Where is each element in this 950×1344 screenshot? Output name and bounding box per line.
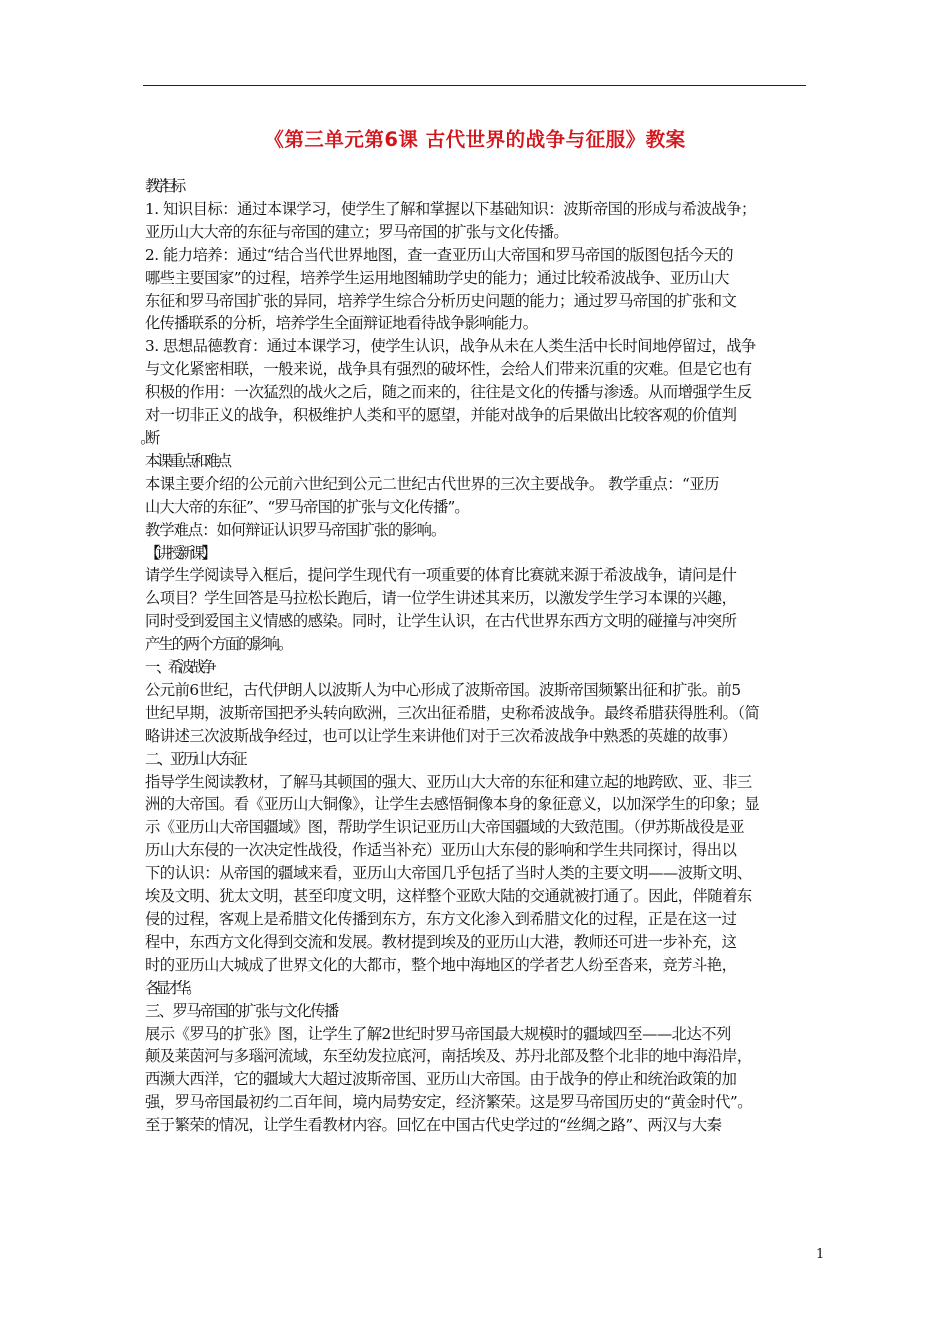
body-line [145,427,825,450]
body-line: 洲的大帝国。看《亚历山大铜像》，让学生去感悟铜像本身的象征意义，以加深学生的印象；显 [145,795,760,814]
body-line: 产生的两个方面的影响。 [145,635,292,654]
body-line: 【讲授新课】 [145,543,213,562]
body-line: 二、亚历山大东征 [145,749,245,768]
body-line: 侵的过程，客观上是希腊文化传播到东方，东方文化渗入到希腊文化的过程，正是在这一过 [145,910,737,928]
body-line: 教学目标 [145,177,180,195]
body-line: 世纪早期，波斯帝国把矛头转向欧洲，三次出征希腊，史称希波战争。最终希腊获得胜利。（简 [145,703,760,722]
body-line: 埃及文明、犹太文明，甚至印度文明，这样整个亚欧大陆的交通就被打通了。因此，伴随着东 [145,887,752,906]
body-line: 积极的作用：一次猛烈的战火之后，随之而来的，往往是文化的传播与渗透。从而增强学生反 [145,383,752,402]
body-line: 颠及莱茵河与多瑙河流域，东至幼发拉底河，南括埃及、苏丹北部及整个北非的地中海沿岸， [145,1047,752,1066]
body-line: 西濒大西洋，它的疆域大大超过波斯帝国、亚历山大帝国。由于战争的停止和统治政策的加 [145,1070,737,1089]
body-line: 公元前6世纪，古代伊朗人以波斯人为中心形成了波斯帝国。波斯帝国频繁出征和扩张。前5 [145,680,741,699]
body-line: 山大大帝的东征”、“罗马帝国的扩张与文化传播”。 [145,497,469,516]
body-line: 下的认识：从帝国的疆域来看，亚历山大帝国几乎包括了当时人类的主要文明——波斯文明、 [145,864,752,883]
body-line: 2. 能力培养：通过“结合当代世界地图，查一查亚历山大帝国和罗马帝国的版图包括今天的 [145,245,734,264]
body-line: 至于繁荣的情况，让学生看教材内容。回忆在中国古代史学过的“丝绸之路”、两汉与大秦 [145,1116,722,1135]
page-number: 1 [816,1247,825,1262]
body-line: 亚历山大大帝的东征与帝国的建立；罗马帝国的扩张与文化传播。 [145,222,568,241]
document-body [145,175,825,1137]
body-line: 指导学生阅读教材，了解马其顿国的强大、亚历山大大帝的东征和建立起的地跨欧、亚、非三 [145,772,752,791]
body-line: 东征和罗马帝国扩张的异同，培养学生综合分析历史问题的能力；通过罗马帝国的扩张和文 [145,291,737,310]
body-line: 程中，东西方文化得到交流和发展。教材提到埃及的亚历山大港，教师还可进一步补充，这 [145,932,737,951]
body-line: 强，罗马帝国最初约二百年间，境内局势安定，经济繁荣。这是罗马帝国历史的“黄金时代”。 [145,1093,753,1112]
body-line: 略讲述三次波斯战争经过，也可以让学生来讲他们对于三次希波战争中熟悉的英雄的故事） [145,726,737,745]
body-line: 对一切非正义的战争，积极维护人类和平的愿望，并能对战争的后果做出比较客观的价值判 [145,406,737,425]
body-line: 教学难点：如何辩证认识罗马帝国扩张的影响。 [145,520,446,539]
body-line: 哪些主要国家”的过程，培养学生运用地图辅助学史的能力；通过比较希波战争、亚历山大 [145,268,729,287]
body-line: 展示《罗马的扩张》图，让学生了解2世纪时罗马帝国最大规模时的疆域四至——北达不列 [145,1024,731,1043]
body-line: 3. 思想品德教育：通过本课学习，使学生认识，战争从未在人类生活中长时间地停留过，战争 [145,337,756,356]
body-line: 请学生学阅读导入框后，提问学生现代有一项重要的体育比赛就来源于希波战争，请问是什 [145,566,737,585]
body-line: 1. 知识目标：通过本课学习，使学生了解和掌握以下基础知识：波斯帝国的形成与希波战争； [145,199,756,218]
body-line: 本课主要介绍的公元前六世纪到公元二世纪古代世界的三次主要战争。 教学重点：“亚历 [145,474,719,493]
body-line: 与文化紧密相联，一般来说，战争具有强烈的破坏性，会给人们带来沉重的灾难。但是它也有 [145,360,752,379]
body-line: 历山大东侵的一次决定性战役，作适当补充）亚历山大东侵的影响和学生共同探讨，得出以 [145,841,737,860]
header-rule [143,85,806,86]
body-line: 各显才华。 [145,978,197,997]
body-line: 同时受到爱国主义情感的感染。同时，让学生认识，在古代世界东西方文明的碰撞与冲突所 [145,612,737,631]
body-line: 本课重点和难点 [145,451,229,470]
document-title: 《第三单元第6课 古代世界的战争与征服》教案 [264,128,686,151]
body-line: 化传播联系的分析，培养学生全面辩证地看待战争影响能力。 [145,314,538,333]
body-line: 么项目？学生回答是马拉松长跑后，请一位学生讲述其来历，以激发学生学习本课的兴趣， [145,589,737,608]
body-line: 一、希波战争 [145,658,213,677]
body-line: 三、罗马帝国的扩张与文化传播 [145,1001,338,1020]
body-line: 示《亚历山大帝国疆域》图，帮助学生识记亚历山大帝国疆域的大致范围。（伊苏斯战役是亚 [145,818,745,837]
body-line: 时的亚历山大城成了世界文化的大都市，整个地中海地区的学者艺人纷至沓来，竞芳斗艳， [145,955,737,974]
